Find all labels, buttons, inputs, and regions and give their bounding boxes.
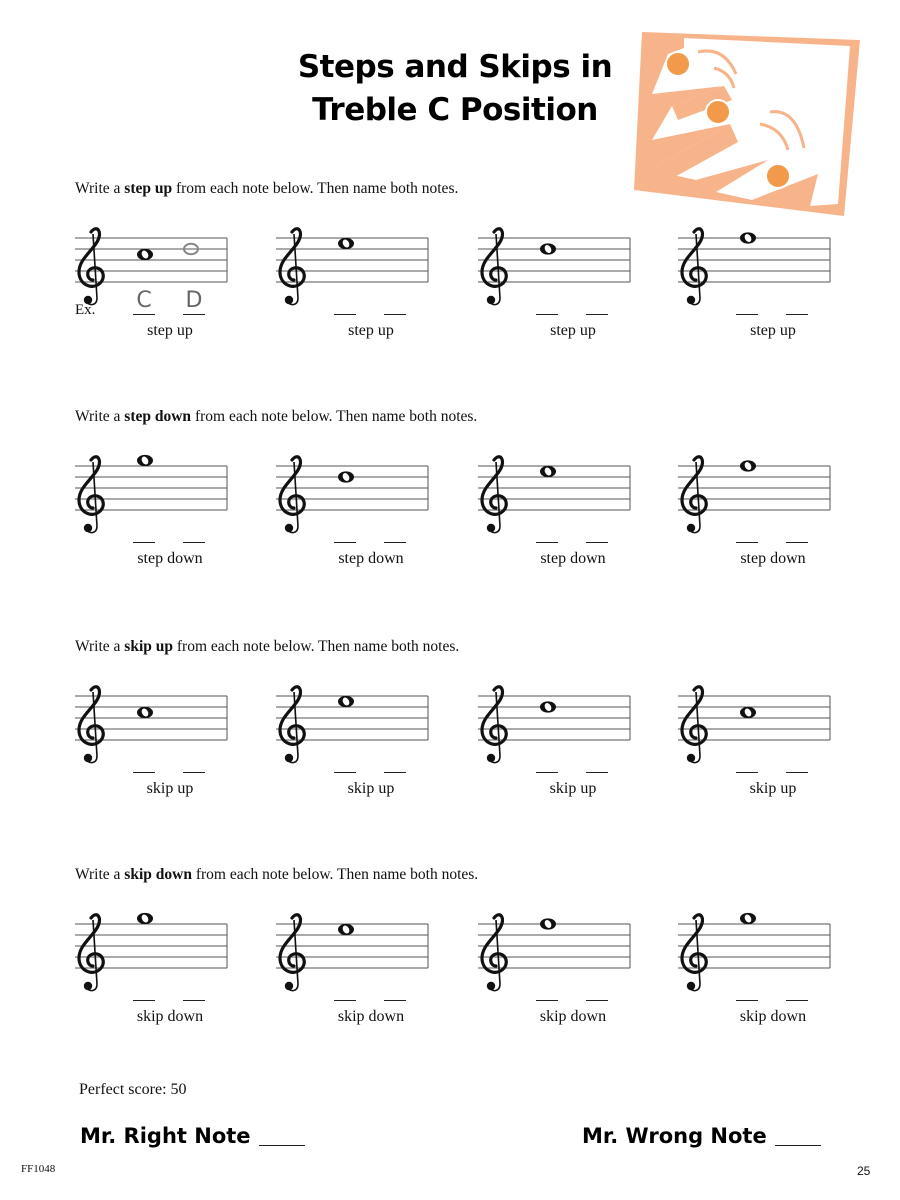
treble-clef-icon bbox=[79, 457, 103, 533]
treble-clef-icon bbox=[280, 229, 304, 305]
exercise-item bbox=[75, 454, 245, 594]
note-name-blank[interactable] bbox=[133, 1000, 155, 1001]
instruction-text: Write a skip up from each note below. Then name both notes. bbox=[75, 638, 460, 655]
score-blank-right[interactable] bbox=[259, 1145, 305, 1146]
whole-note-icon bbox=[540, 243, 556, 254]
exercise-item bbox=[678, 226, 848, 366]
music-staff[interactable] bbox=[276, 448, 431, 534]
exercise-caption: step up bbox=[348, 322, 394, 339]
music-staff[interactable] bbox=[478, 906, 633, 992]
whole-note-icon bbox=[740, 232, 756, 243]
page-title bbox=[270, 46, 640, 132]
whole-note-icon bbox=[137, 249, 153, 260]
treble-clef-icon bbox=[682, 229, 706, 305]
mr-right-note bbox=[80, 1124, 305, 1148]
exercise-item bbox=[678, 912, 848, 1052]
note-name-blank[interactable] bbox=[786, 314, 808, 315]
note-name-blank[interactable] bbox=[786, 1000, 808, 1001]
note-name-blank[interactable] bbox=[334, 772, 356, 773]
music-staff[interactable] bbox=[678, 906, 833, 992]
music-staff[interactable] bbox=[478, 220, 633, 306]
treble-clef-icon bbox=[79, 687, 103, 763]
score-blank-wrong[interactable] bbox=[775, 1145, 821, 1146]
exercise-item bbox=[75, 684, 245, 824]
treble-clef-icon bbox=[79, 229, 103, 305]
note-name-blank[interactable] bbox=[334, 314, 356, 315]
whole-note-icon bbox=[540, 918, 556, 929]
whole-note-icon bbox=[740, 460, 756, 471]
note-name-blank[interactable] bbox=[384, 314, 406, 315]
note-name-blank[interactable] bbox=[384, 1000, 406, 1001]
title-line-2: Treble C Position bbox=[312, 92, 598, 128]
music-staff[interactable] bbox=[75, 678, 230, 764]
treble-clef-icon bbox=[482, 229, 506, 305]
mr-wrong-note bbox=[582, 1124, 821, 1148]
treble-clef-icon bbox=[79, 915, 103, 991]
orange-dot-icon bbox=[666, 52, 690, 76]
exercise-caption: skip down bbox=[539, 1008, 607, 1025]
whole-note-icon bbox=[540, 701, 556, 712]
music-staff[interactable] bbox=[276, 220, 431, 306]
exercise-item bbox=[478, 912, 648, 1052]
exercise-item bbox=[276, 912, 446, 1052]
treble-clef-icon bbox=[280, 457, 304, 533]
note-name-blank[interactable] bbox=[736, 542, 758, 543]
exercise-item bbox=[478, 684, 648, 824]
perfect-score: Perfect score: 50 bbox=[79, 1081, 187, 1098]
treble-clef-icon bbox=[482, 687, 506, 763]
note-name-blank[interactable] bbox=[536, 1000, 558, 1001]
book-code: FF1048 bbox=[21, 1163, 56, 1175]
treble-clef-icon bbox=[682, 687, 706, 763]
note-name-blank[interactable] bbox=[334, 542, 356, 543]
note-name-blank[interactable] bbox=[736, 772, 758, 773]
note-name-blank[interactable] bbox=[133, 314, 155, 315]
music-staff[interactable] bbox=[75, 448, 230, 534]
treble-clef-icon bbox=[482, 457, 506, 533]
exercise-item bbox=[276, 454, 446, 594]
whole-note-icon bbox=[338, 238, 354, 249]
treble-clef-icon bbox=[682, 457, 706, 533]
instruction-text: Write a step up from each note below. Then name both notes. bbox=[75, 180, 459, 197]
exercise-item bbox=[75, 912, 245, 1052]
note-name-blank[interactable] bbox=[183, 1000, 205, 1001]
treble-clef-icon bbox=[682, 915, 706, 991]
exercise-caption: step up bbox=[750, 322, 796, 339]
note-name-blank[interactable] bbox=[183, 314, 205, 315]
example-answer: D bbox=[185, 288, 203, 313]
exercise-item bbox=[678, 454, 848, 594]
note-name-blank[interactable] bbox=[384, 542, 406, 543]
exercise-caption: skip up bbox=[549, 780, 597, 797]
music-staff[interactable] bbox=[75, 906, 230, 992]
instruction-text: Write a skip down from each note below. Then name both notes. bbox=[75, 866, 479, 883]
whole-note-icon bbox=[137, 707, 153, 718]
note-name-blank[interactable] bbox=[183, 542, 205, 543]
piano-keys-illustration bbox=[632, 24, 868, 220]
title-line-1: Steps and Skips in bbox=[297, 49, 613, 85]
exercise-caption: skip down bbox=[337, 1008, 405, 1025]
exercise-item bbox=[678, 684, 848, 824]
treble-clef-icon bbox=[280, 915, 304, 991]
mr-right-note-label: Mr. Right Note bbox=[80, 1124, 251, 1148]
music-staff[interactable] bbox=[478, 448, 633, 534]
note-name-blank[interactable] bbox=[786, 772, 808, 773]
note-name-blank[interactable] bbox=[586, 772, 608, 773]
music-staff[interactable] bbox=[678, 220, 833, 306]
exercise-caption: skip up bbox=[749, 780, 797, 797]
music-staff[interactable] bbox=[678, 678, 833, 764]
page-number: 25 bbox=[857, 1164, 871, 1178]
exercise-item bbox=[276, 684, 446, 824]
note-name-blank[interactable] bbox=[334, 1000, 356, 1001]
exercise-item bbox=[478, 226, 648, 366]
example-label: Ex. bbox=[75, 302, 96, 318]
whole-note-icon bbox=[740, 913, 756, 924]
music-staff[interactable] bbox=[276, 678, 431, 764]
note-name-blank[interactable] bbox=[133, 542, 155, 543]
exercise-item bbox=[75, 226, 245, 366]
exercise-caption: step down bbox=[338, 550, 404, 567]
whole-note-icon bbox=[137, 455, 153, 466]
treble-clef-icon bbox=[280, 687, 304, 763]
whole-note-icon bbox=[740, 707, 756, 718]
note-name-blank[interactable] bbox=[586, 1000, 608, 1001]
whole-note-icon bbox=[338, 924, 354, 935]
example-answer: C bbox=[136, 288, 152, 313]
whole-note-icon bbox=[338, 696, 354, 707]
exercise-caption: step down bbox=[137, 550, 203, 567]
exercise-caption: step down bbox=[540, 550, 606, 567]
mr-wrong-note-label: Mr. Wrong Note bbox=[582, 1124, 767, 1148]
instruction-text: Write a step down from each note below. Then name both notes. bbox=[75, 408, 478, 425]
whole-note-icon bbox=[137, 913, 153, 924]
exercise-caption: skip down bbox=[136, 1008, 204, 1025]
orange-dot-icon bbox=[766, 164, 790, 188]
note-name-blank[interactable] bbox=[384, 772, 406, 773]
note-name-blank[interactable] bbox=[133, 772, 155, 773]
exercise-item bbox=[478, 454, 648, 594]
music-staff[interactable] bbox=[478, 678, 633, 764]
whole-note-icon bbox=[540, 466, 556, 477]
exercise-caption: step up bbox=[550, 322, 596, 339]
exercise-item bbox=[276, 226, 446, 366]
exercise-caption: skip up bbox=[146, 780, 194, 797]
note-name-blank[interactable] bbox=[736, 1000, 758, 1001]
treble-clef-icon bbox=[482, 915, 506, 991]
note-name-blank[interactable] bbox=[736, 314, 758, 315]
exercise-caption: skip down bbox=[739, 1008, 807, 1025]
orange-dot-icon bbox=[706, 100, 730, 124]
note-name-blank[interactable] bbox=[536, 772, 558, 773]
exercise-caption: skip up bbox=[347, 780, 395, 797]
note-name-blank[interactable] bbox=[536, 542, 558, 543]
exercise-caption: step down bbox=[740, 550, 806, 567]
note-name-blank[interactable] bbox=[536, 314, 558, 315]
whole-note-icon bbox=[338, 471, 354, 482]
music-staff[interactable] bbox=[678, 448, 833, 534]
note-name-blank[interactable] bbox=[586, 542, 608, 543]
note-name-blank[interactable] bbox=[183, 772, 205, 773]
exercise-caption: step up bbox=[147, 322, 193, 339]
note-name-blank[interactable] bbox=[586, 314, 608, 315]
music-staff[interactable] bbox=[276, 906, 431, 992]
note-name-blank[interactable] bbox=[786, 542, 808, 543]
